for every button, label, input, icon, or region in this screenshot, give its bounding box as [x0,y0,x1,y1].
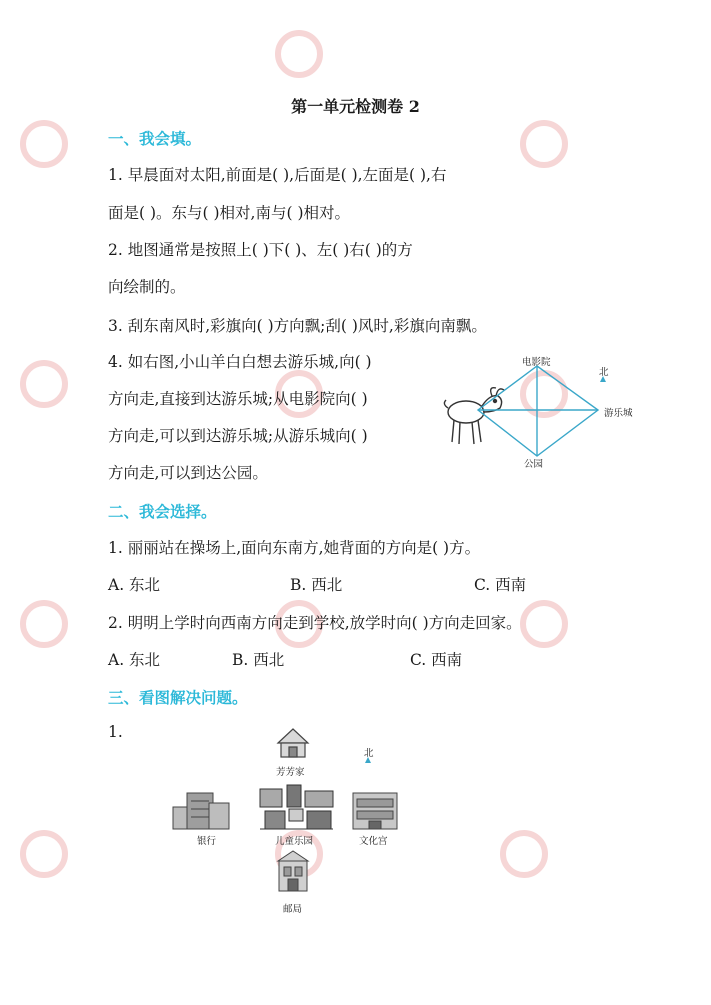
north-label: 北 [364,748,374,759]
picture-question-number: 1. [108,723,123,741]
bank-building-icon [173,793,229,829]
question-4-line-4: 方向走,可以到达公园。 [108,464,268,482]
culture-palace-icon [353,793,397,829]
town-map [165,725,415,920]
direction-figure [438,350,648,475]
choice-1-option-c: C. 西南 [474,576,527,594]
home-label: 芳芳家 [276,767,305,778]
choice-1-option-a: A. 东北 [108,576,161,594]
question-4-line-1: 4. 如右图,小山羊白白想去游乐城,向( ) [108,353,372,371]
park-label: 公园 [524,459,544,470]
question-1-line-2: 面是( )。东与( )相对,南与( )相对。 [108,204,350,222]
kids-park-icon [260,785,333,829]
cinema-label: 电影院 [522,357,551,368]
culture-palace-label: 文化宫 [359,836,388,847]
choice-2-option-c: C. 西南 [410,651,463,669]
section-heading-fill: 一、我会填。 [108,129,202,148]
choice-2-option-a: A. 东北 [108,651,161,669]
section-heading-choice: 二、我会选择。 [108,502,217,521]
post-office-icon [278,851,308,891]
question-1-line-1: 1. 早晨面对太阳,前面是( ),后面是( ),左面是( ),右 [108,166,447,184]
north-label: 北 [599,367,609,378]
choice-question-1: 1. 丽丽站在操场上,面向东南方,她背面的方向是( )方。 [108,539,481,557]
post-office-label: 邮局 [283,904,303,915]
kids-park-label: 儿童乐园 [275,836,314,847]
amusement-city-label: 游乐城 [604,408,633,419]
route-rhombus [478,366,598,456]
question-4-line-3: 方向走,可以到达游乐城;从游乐城向( ) [108,427,368,445]
choice-question-2: 2. 明明上学时向西南方向走到学校,放学时向( )方向走回家。 [108,614,522,632]
choice-2-option-b: B. 西北 [232,651,285,669]
question-3: 3. 刮东南风时,彩旗向( )方向飘;刮( )风时,彩旗向南飘。 [108,317,487,335]
choice-1-option-b: B. 西北 [290,576,343,594]
bank-label: 银行 [197,836,217,847]
question-4-line-2: 方向走,直接到达游乐城;从电影院向( ) [108,390,368,408]
question-2-line-2: 向绘制的。 [108,278,186,296]
section-heading-picture: 三、看图解决问题。 [108,688,248,707]
page-title: 第一单元检测卷 2 [291,97,420,116]
house-icon [278,729,308,757]
question-2-line-1: 2. 地图通常是按照上( )下( )、左( )右( )的方 [108,241,413,259]
goat-icon [444,388,504,444]
